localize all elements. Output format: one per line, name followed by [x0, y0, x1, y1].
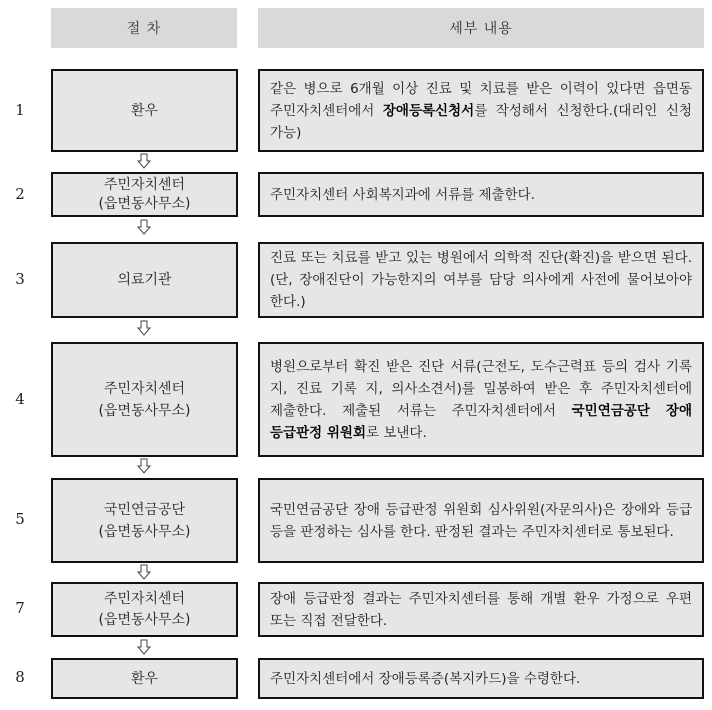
- step-box: [51, 658, 238, 699]
- header-step: [51, 8, 237, 48]
- down-arrow-icon: [136, 153, 152, 169]
- header-detail: [258, 8, 704, 48]
- detail-box: [258, 342, 704, 457]
- detail-box: [258, 658, 704, 699]
- step-box: [51, 69, 238, 152]
- detail-text: 주민자치센터에서 장애등록증(복지카드)을 수령한다.: [270, 670, 581, 687]
- step-label: 주민자치센터: [103, 176, 186, 193]
- step-label: 주민자치센터: [103, 590, 186, 607]
- step-label: 국민연금공단: [103, 501, 186, 518]
- step-sublabel: (읍면동사무소): [98, 402, 191, 419]
- step-number: 4: [15, 390, 25, 408]
- step-box: [51, 242, 238, 318]
- step-label: 의료기관: [117, 272, 172, 288]
- step-number: 1: [15, 101, 25, 119]
- detail-emphasis: 장애등록신청서: [382, 102, 475, 119]
- detail-text: 주민자치센터 사회복지과에 서류를 제출한다.: [270, 186, 535, 203]
- detail-box: [258, 582, 704, 637]
- step-sublabel: (읍면동사무소): [98, 195, 191, 212]
- step-box: [51, 342, 238, 457]
- detail-emphasis: 국민연금공단 장애 등급판정 위원회: [270, 402, 692, 441]
- step-number: 5: [15, 510, 25, 528]
- down-arrow-icon: [136, 458, 152, 474]
- detail-text: 진료 또는 치료를 받고 있는 병원에서 의학적 진단(확진)을 받으면 된다.(단, 장애진단이 가능한지의 여부를 담당 의사에게 사전에 물어보아야 한다.): [270, 250, 692, 310]
- header-detail-label: 세부 내용: [449, 21, 513, 37]
- step-box: [51, 582, 238, 637]
- detail-box: [258, 69, 704, 152]
- step-number: 3: [15, 270, 25, 288]
- detail-text: 국민연금공단 장애 등급판정 위원회 심사위원(자문의사)은 장애와 등급 등을 판정하는 심사를 한다. 판정된 결과는 주민자치센터로 통보된다.: [270, 501, 692, 540]
- detail-text: 같은 병으로 6개월 이상 진료 및 치료를 받은 이력이 있다면 읍면동 주민자치센터에서 장애등록신청서를 작성해서 신청한다.(대리인 신청 가능): [270, 80, 692, 141]
- detail-box: [258, 242, 704, 318]
- step-label: 환우: [130, 670, 159, 687]
- step-box: [51, 172, 238, 217]
- step-sublabel: (읍면동사무소): [98, 523, 191, 540]
- detail-text: 장애 등급판정 결과는 주민자치센터를 통해 개별 환우 가정으로 우편 또는 직접 전달한다.: [270, 590, 692, 629]
- step-label: 주민자치센터: [103, 380, 186, 397]
- down-arrow-icon: [136, 219, 152, 235]
- step-box: [51, 478, 238, 563]
- down-arrow-icon: [136, 639, 152, 655]
- header-step-label: 절 차: [126, 21, 162, 37]
- step-sublabel: (읍면동사무소): [98, 611, 191, 628]
- down-arrow-icon: [136, 320, 152, 336]
- step-number: 7: [15, 599, 25, 617]
- step-number: 8: [15, 668, 25, 686]
- step-label: 환우: [130, 102, 159, 119]
- detail-text: 병원으로부터 확진 받은 진단 서류(근전도, 도수근력표 등의 검사 기록 지, 진료 기록 지, 의사소견서)를 밀봉하여 받은 후 주민자치센터에 제출한다. 제출된 서류는 주민자치센터에서 국민연금공단 장애 등급판정 위원회로 보낸다.: [270, 358, 692, 441]
- step-number: 2: [15, 185, 25, 203]
- detail-box: [258, 478, 704, 563]
- down-arrow-icon: [136, 564, 152, 580]
- detail-box: [258, 172, 704, 217]
